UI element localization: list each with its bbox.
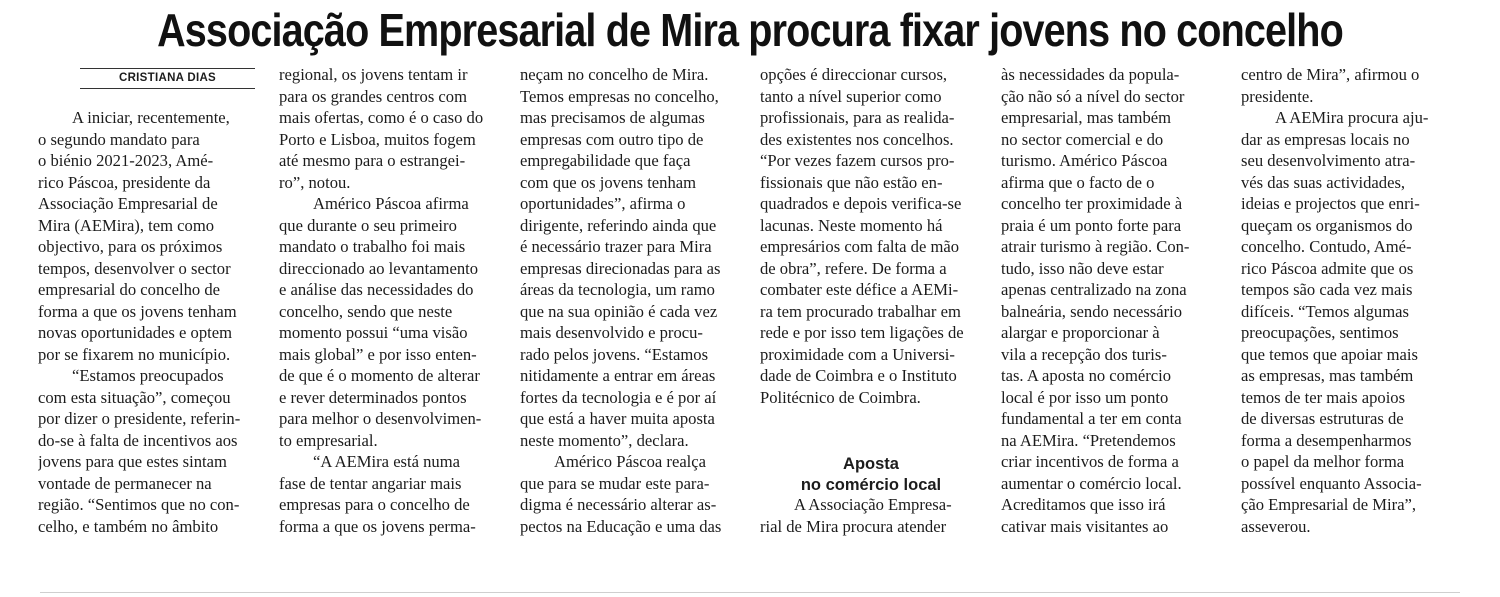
text-line: as empresas, mas também: [1241, 366, 1414, 385]
text-column-3: [520, 64, 742, 537]
text-line: áreas da tecnologia, um ramo: [520, 280, 715, 299]
text-line: o segundo mandato para: [38, 129, 200, 149]
text-line: do-se à falta de incentivos aos: [38, 430, 238, 450]
text-line: fissionais que não estão en-: [760, 172, 943, 192]
text-line: empresas direcionadas para as: [520, 258, 721, 278]
text-line: turismo. Américo Páscoa: [1001, 151, 1168, 170]
text-line: mandato o trabalho foi mais: [279, 237, 466, 256]
text-line: [38, 64, 260, 86]
text-line: que na sua opinião é cada vez: [520, 301, 718, 321]
text-line: mais desenvolvido e procu-: [520, 323, 703, 342]
text-line: com esta situação”, começou: [38, 387, 231, 407]
text-line: [760, 430, 982, 452]
text-line: região. “Sentimos que no con-: [38, 495, 240, 514]
text-line: momento possui “uma visão: [279, 323, 468, 342]
text-line: Américo Páscoa realça: [554, 452, 707, 471]
text-line: “Por vezes fazem cursos pro-: [760, 151, 955, 170]
text-line: empresários com falta de mão: [760, 237, 960, 256]
text-column-6: [1241, 64, 1463, 537]
text-line: Temos empresas no concelho,: [520, 86, 719, 106]
text-line: [760, 408, 982, 430]
text-line: dirigente, referindo ainda que: [520, 215, 717, 235]
text-line: por se fixarem no município.: [38, 344, 231, 364]
text-line: que para se mudar este para-: [520, 473, 710, 493]
text-column-5: [1001, 64, 1223, 537]
text-line: afirma que o facto de o: [1001, 172, 1155, 192]
text-line: ção Empresarial de Mira”,: [1241, 495, 1417, 514]
text-line: opções é direccionar cursos,: [760, 65, 948, 84]
text-line: mais global” e por isso enten-: [279, 344, 477, 364]
text-line: A AEMira procura aju-: [1275, 108, 1429, 127]
text-line: aumentar o comércio local.: [1001, 473, 1182, 493]
text-line: com que os jovens tenham: [520, 172, 697, 192]
text-line: e análise das necessidades do: [279, 280, 474, 299]
text-line: forma a que os jovens tenham: [38, 301, 237, 321]
text-line: empresas com outro tipo de: [520, 129, 704, 149]
text-line: empresarial do concelho de: [38, 280, 220, 299]
text-line: vila a recepção dos turis-: [1001, 344, 1167, 364]
text-line: presidente.: [1241, 86, 1314, 106]
text-line: Américo Páscoa afirma: [313, 194, 469, 213]
text-line: cativar mais visitantes ao: [1001, 516, 1169, 536]
text-line: dar as empresas locais no: [1241, 129, 1410, 149]
text-line: concelho. Contudo, Amé-: [1241, 237, 1412, 256]
text-line: de que é o momento de alterar: [279, 366, 480, 385]
text-line: rado pelos jovens. “Estamos: [520, 344, 709, 364]
text-line: regional, os jovens tentam ir: [279, 65, 468, 84]
text-line: des existentes nos concelhos.: [760, 129, 954, 149]
text-line: queçam os organismos do: [1241, 215, 1413, 235]
text-line: lacunas. Neste momento há: [760, 215, 943, 235]
text-line: empregabilidade que faça: [520, 151, 691, 170]
byline: CRISTIANA DIAS: [118, 72, 217, 84]
subheading-line-2: no comércio local: [800, 476, 942, 494]
text-line: o papel da melhor forma: [1241, 452, 1405, 471]
text-line: tanto a nível superior como: [760, 86, 942, 106]
text-line: empresarial, mas também: [1001, 108, 1172, 127]
text-line: difíceis. “Temos algumas: [1241, 301, 1409, 321]
text-line: mas precisamos de algumas: [520, 108, 705, 127]
text-line: praia é um ponto forte para: [1001, 215, 1182, 235]
text-line: A iniciar, recentemente,: [72, 108, 230, 127]
text-line: centro de Mira”, afirmou o: [1241, 65, 1420, 84]
text-line: que está a haver muita aposta: [520, 409, 715, 428]
text-line: que durante o seu primeiro: [279, 215, 457, 235]
text-line: “A AEMira está numa: [313, 452, 461, 471]
text-line: mais ofertas, como é o caso do: [279, 108, 484, 127]
text-line: e rever determinados pontos: [279, 387, 467, 407]
text-line: vontade de permanecer na: [38, 473, 212, 493]
text-line: local é por isso um ponto: [1001, 387, 1169, 407]
text-line: forma a desempenharmos: [1241, 430, 1412, 450]
bottom-rule: [40, 592, 1460, 593]
headline: Associação Empresarial de Mira procura fixar jovens no concelho: [157, 4, 1343, 56]
text-line: nitidamente a entrar em áreas: [520, 366, 716, 385]
text-column-2: [279, 64, 501, 537]
text-line: rial de Mira procura atender: [760, 516, 947, 536]
text-line: Politécnico de Coimbra.: [760, 387, 921, 407]
text-line: seu desenvolvimento atra-: [1241, 151, 1416, 170]
text-line: é necessário trazer para Mira: [520, 237, 712, 256]
text-line: possível enquanto Associa-: [1241, 473, 1422, 493]
text-line: combater este défice a AEMi-: [760, 280, 959, 299]
text-line: fundamental a ter em conta: [1001, 409, 1182, 428]
text-line: para melhor o desenvolvimen-: [279, 409, 482, 428]
text-line: A Associação Empresa-: [794, 495, 952, 514]
text-line: neste momento”, declara.: [520, 430, 689, 450]
text-line: rico Páscoa admite que os: [1241, 258, 1414, 278]
text-line: “Estamos preocupados: [72, 366, 224, 385]
text-line: oportunidades”, afirma o: [520, 194, 686, 213]
text-line: forma a que os jovens perma-: [279, 516, 476, 536]
text-line: tas. A aposta no comércio: [1001, 366, 1172, 385]
text-line: concelho ter proximidade à: [1001, 194, 1183, 213]
text-line: Acreditamos que isso irá: [1001, 495, 1166, 514]
text-line: quadrados e depois verifica-se: [760, 194, 962, 213]
text-line: que temos que apoiar mais: [1241, 344, 1418, 364]
text-line: de obra”, refere. De forma a: [760, 258, 947, 278]
text-line: na AEMira. “Pretendemos: [1001, 430, 1176, 450]
text-line: rico Páscoa, presidente da: [38, 172, 211, 192]
text-line: apenas centralizado na zona: [1001, 280, 1187, 299]
text-line: to empresarial.: [279, 430, 378, 450]
text-line: no sector comercial e do: [1001, 129, 1164, 149]
text-line: por dizer o presidente, referin-: [38, 409, 241, 428]
text-line: neçam no concelho de Mira.: [520, 65, 709, 84]
text-line: fase de tentar angariar mais: [279, 473, 462, 493]
text-line: profissionais, para as realida-: [760, 108, 955, 127]
text-line: [38, 86, 260, 108]
subheading: [760, 454, 982, 496]
text-line: ideias e projectos que enri-: [1241, 194, 1420, 213]
text-line: pectos na Educação e uma das: [520, 516, 722, 536]
text-line: empresas para o concelho de: [279, 495, 470, 514]
text-line: ra tem procurado trabalhar em: [760, 301, 961, 321]
text-line: criar incentivos de forma a: [1001, 452, 1179, 471]
text-line: ção não só a nível do sector: [1001, 86, 1185, 106]
text-line: asseverou.: [1241, 516, 1311, 536]
text-line: concelho, sendo que neste: [279, 301, 453, 321]
text-line: tudo, isso não deve estar: [1001, 258, 1164, 278]
text-line: preocupações, sentimos: [1241, 323, 1399, 342]
text-line: fortes da tecnologia e é por aí: [520, 387, 717, 407]
text-line: tempos são cada vez mais: [1241, 280, 1413, 299]
subheading-line-1: Aposta: [843, 455, 899, 473]
text-line: celho, e também no âmbito: [38, 516, 219, 536]
text-line: atrair turismo à região. Con-: [1001, 237, 1190, 256]
text-line: tempos, desenvolver o sector: [38, 258, 231, 278]
text-line: Mira (AEMira), tem como: [38, 215, 215, 235]
text-line: para os grandes centros com: [279, 86, 467, 106]
text-line: objectivo, para os próximos: [38, 237, 223, 256]
text-line: o biénio 2021-2023, Amé-: [38, 151, 214, 170]
text-line: alargar e proporcionar à: [1001, 323, 1160, 342]
text-column-1: [38, 64, 260, 537]
text-line: jovens para que estes sintam: [38, 452, 227, 471]
text-line: às necessidades da popula-: [1001, 65, 1180, 84]
text-line: rede e por isso tem ligações de: [760, 323, 964, 342]
text-line: vés das suas actividades,: [1241, 172, 1406, 192]
text-line: digma é necessário alterar as-: [520, 495, 717, 514]
text-line: direccionado ao levantamento: [279, 258, 479, 278]
text-line: até mesmo para o estrangei-: [279, 151, 466, 170]
text-line: ro”, notou.: [279, 172, 351, 192]
text-line: Associação Empresarial de: [38, 194, 218, 213]
text-line: novas oportunidades e optem: [38, 323, 233, 342]
text-line: temos de ter mais apoios: [1241, 387, 1406, 407]
text-line: proximidade com a Universi-: [760, 344, 955, 364]
text-line: dade de Coimbra e o Instituto: [760, 366, 957, 385]
text-line: balneária, sendo necessário: [1001, 301, 1183, 321]
text-line: de diversas estruturas de: [1241, 409, 1404, 428]
text-line: Porto e Lisboa, muitos fogem: [279, 129, 476, 149]
